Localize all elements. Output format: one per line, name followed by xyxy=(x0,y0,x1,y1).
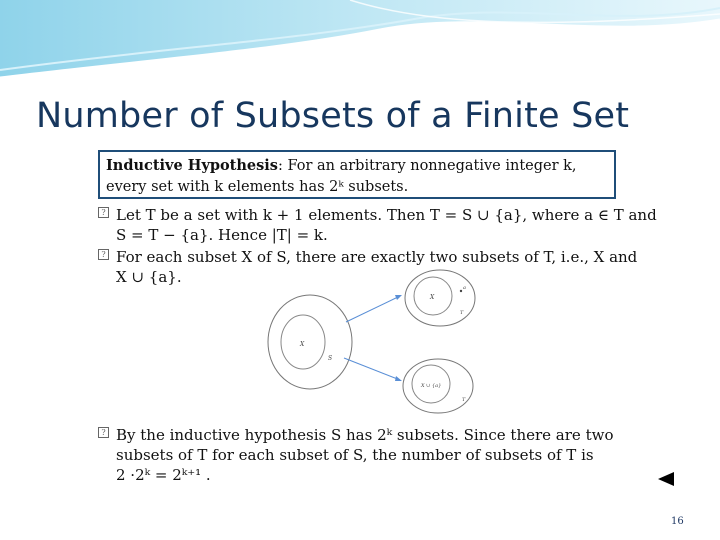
bullet-marker-icon: ? xyxy=(98,249,109,260)
hypothesis-box xyxy=(98,150,616,199)
bullet-2-line-1: For each subset X of S, there are exactly two subsets of T, i.e., X and xyxy=(116,248,638,266)
hypothesis-line-2: every set with k elements has 2ᵏ subsets. xyxy=(106,179,409,195)
bottom-set-diagram xyxy=(403,359,473,413)
arrow-to-bottom xyxy=(344,358,400,380)
header-wave-decoration xyxy=(0,0,720,90)
bullet-3-line-3: 2 ·2ᵏ = 2ᵏ⁺¹ . xyxy=(116,466,211,484)
arrowhead-bottom xyxy=(395,376,402,381)
bullet-1-line-2: S = T − {a}. Hence |T| = k. xyxy=(116,226,328,244)
previous-slide-icon[interactable] xyxy=(658,472,674,486)
arrowhead-top xyxy=(395,295,402,300)
bottom-inner-label: X ∪ {a} xyxy=(421,383,442,389)
top-outer-label: T xyxy=(460,310,464,316)
bullet-marker-icon: ? xyxy=(98,427,109,438)
bullet-3-line-1: By the inductive hypothesis S has 2ᵏ subsets. Since there are two xyxy=(116,426,614,444)
slide-title: Number of Subsets of a Finite Set xyxy=(36,96,630,136)
bullet-3-line-2: subsets of T for each subset of S, the number of subsets of T is xyxy=(116,446,594,464)
hypothesis-label: Inductive Hypothesis xyxy=(106,157,278,174)
page-number: 16 xyxy=(671,516,684,527)
left-inner-label: X xyxy=(300,341,305,348)
left-outer-label: S xyxy=(328,355,333,362)
bullet-marker-icon: ? xyxy=(98,207,109,218)
bullet-2-line-2: X ∪ {a}. xyxy=(116,268,182,286)
top-set-diagram xyxy=(405,270,475,326)
hypothesis-line-1 xyxy=(106,155,608,177)
top-inner-label: X xyxy=(430,294,435,301)
hypothesis-text-1: : For an arbitrary nonnegative integer k, xyxy=(277,158,577,174)
bottom-outer-label: T xyxy=(462,397,466,403)
arrow-to-top xyxy=(346,296,400,322)
top-point-label: a xyxy=(463,285,466,291)
left-set-diagram xyxy=(268,295,352,389)
bullet-1-line-1: Let T be a set with k + 1 elements. Then T = S ∪ {a}, where a ∈ T and xyxy=(116,206,657,224)
subset-diagram xyxy=(266,262,488,414)
point-a-dot xyxy=(460,290,462,292)
